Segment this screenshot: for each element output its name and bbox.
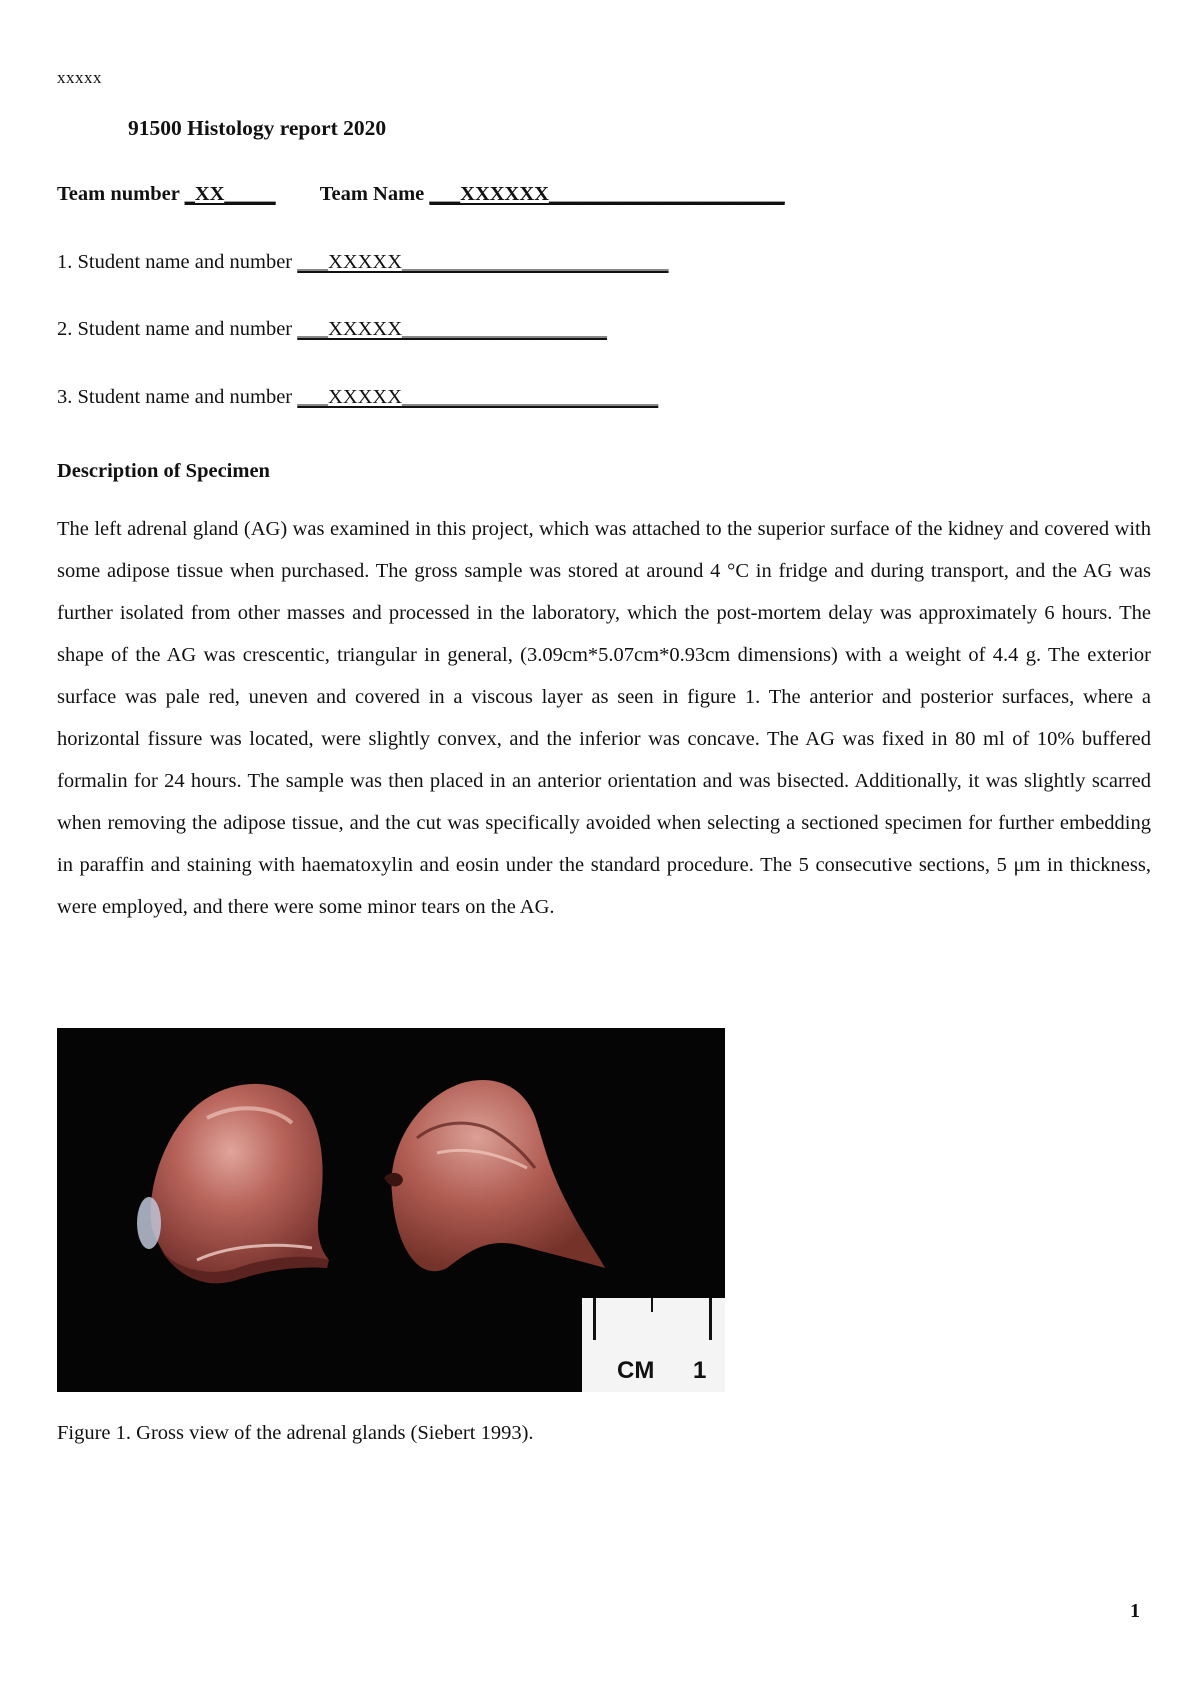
team-name-value: ___XXXXXX_______________________ [429, 183, 785, 205]
student-value: ___XXXXX____________________ [297, 318, 608, 340]
team-number-label: Team number [57, 183, 185, 205]
student-value: ___XXXXX__________________________ [297, 251, 669, 273]
student-label: 3. Student name and number [57, 386, 298, 408]
scale-ruler [582, 1298, 725, 1392]
section-heading: Description of Specimen [57, 460, 270, 482]
adrenal-glands-illustration [57, 1028, 725, 1392]
student-line-1 [57, 251, 669, 274]
page-number: 1 [1130, 1600, 1140, 1622]
figure-caption: Figure 1. Gross view of the adrenal glands (Siebert 1993). [57, 1422, 534, 1444]
scale-label: CM [617, 1357, 655, 1384]
report-title: 91500 Histology report 2020 [128, 116, 387, 140]
specimen-photo [57, 1028, 725, 1392]
student-label: 1. Student name and number [57, 251, 298, 273]
student-line-3 [57, 386, 658, 409]
team-line [57, 183, 785, 206]
team-number-value: _XX_____ [184, 183, 276, 205]
student-label: 2. Student name and number [57, 318, 298, 340]
student-line-2 [57, 318, 607, 341]
specimen-description: The left adrenal gland (AG) was examined in this project, which was attached to the superior surface of the kidney and covered with some adipose tissue when purchased. The gross sample was stored at around 4 °C in fridge and during transport, and the AG was further isolated from other masses and processed in the laboratory, which the post-mortem delay was approximately 6 hours. The shape of the AG was crescentic, triangular in general, (3.09cm*5.07cm*0.93cm dimensions) with a weight of 4.4 g. The exterior surface was pale red, uneven and covered in a viscous layer as seen in figure 1. The anterior and posterior surfaces, where a horizontal fissure was located, were slightly convex, and the inferior was concave. The AG was fixed in 80 ml of 10% buffered formalin for 24 hours. The sample was then placed in an anterior orientation and was bisected. Additionally, it was slightly scarred when removing the adipose tissue, and the cut was specifically avoided when selecting a sectioned specimen for further embedding in paraffin and staining with haematoxylin and eosin under the standard procedure. The 5 consecutive sections, 5 μm in thickness, were employed, and there were some minor tears on the AG. [57, 518, 1151, 918]
scale-number: 1 [693, 1357, 707, 1384]
student-value: ___XXXXX_________________________ [297, 386, 659, 408]
header-mark: xxxxx [57, 68, 102, 87]
team-name-label: Team Name [319, 183, 430, 205]
